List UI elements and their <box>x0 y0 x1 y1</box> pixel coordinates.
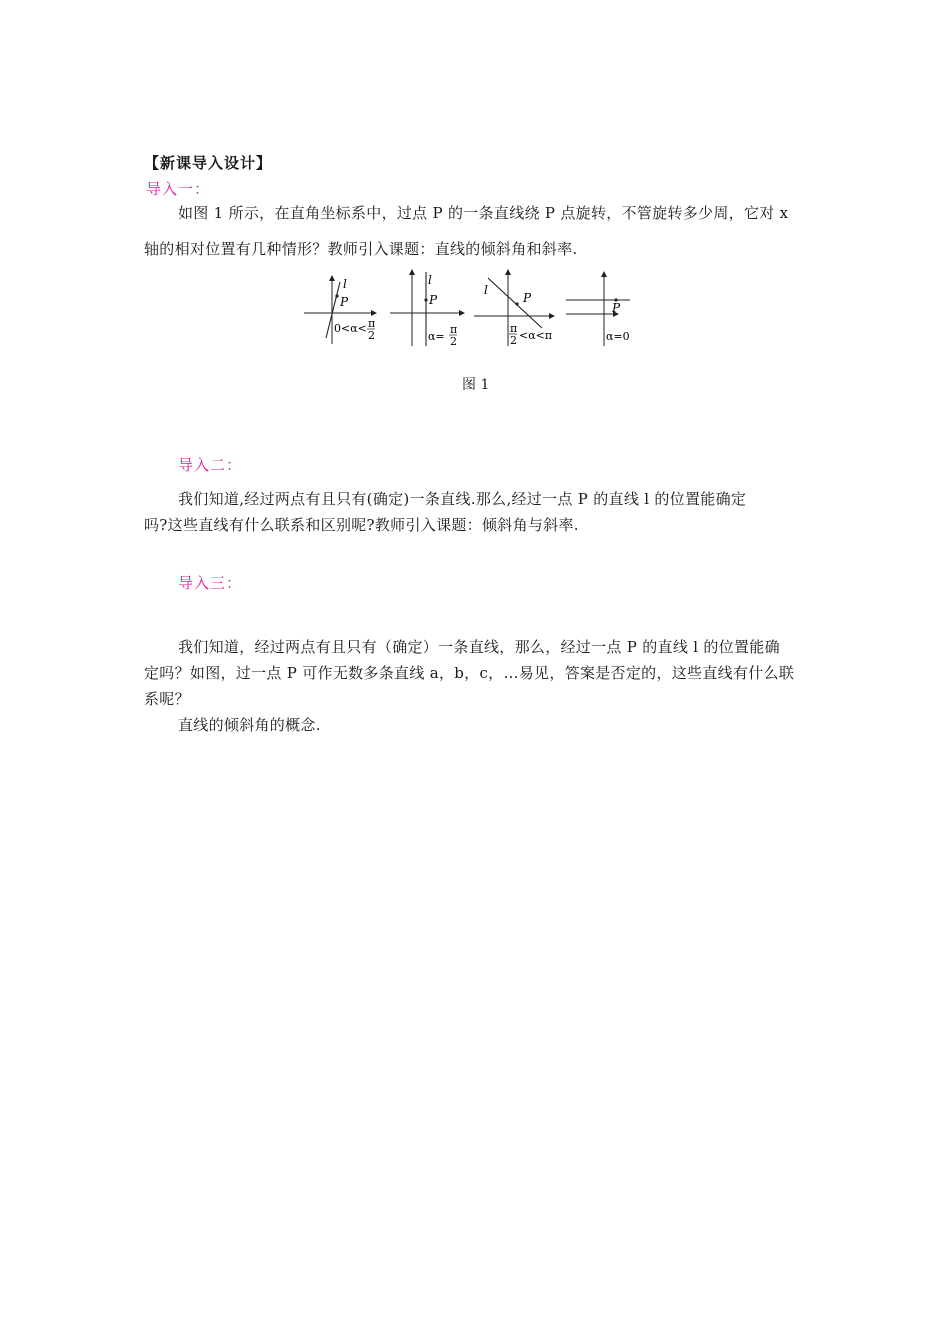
figure-caption: 图 1 <box>462 377 490 393</box>
intro-three-line-1: 我们知道，经过两点有且只有（确定）一条直线，那么，经过一点 P 的直线 l 的位置能确 <box>178 638 780 656</box>
pi-numerator: π <box>510 322 518 335</box>
panel-zero-angle <box>566 272 630 346</box>
intro-three-label: 导入三： <box>178 574 243 592</box>
panel-acute-angle <box>304 276 376 344</box>
inclination-angle-diagrams <box>300 266 630 354</box>
point-p <box>335 294 338 297</box>
point-label: P <box>429 293 438 307</box>
section-heading: 【新课导入设计】 <box>144 154 273 172</box>
panel-right-angle <box>390 270 464 348</box>
point-label: P <box>340 295 349 309</box>
point-label: P <box>523 291 532 305</box>
angle-condition: 0<α< <box>334 322 367 335</box>
intro-one-line-1: 如图 1 所示，在直角坐标系中，过点 P 的一条直线绕 P 点旋转，不管旋转多少周，它对 x <box>178 204 789 222</box>
intro-three-line-3: 系呢？ <box>144 690 190 708</box>
point-p <box>424 298 427 301</box>
point-label: P <box>612 301 621 315</box>
line-label: l <box>484 283 488 297</box>
angle-condition: α= <box>428 330 445 343</box>
line-label: l <box>343 277 347 291</box>
pi-denominator: 2 <box>510 334 517 347</box>
figure-1 <box>300 266 630 354</box>
point-p <box>515 302 518 305</box>
intro-one-label: 导入一： <box>146 180 211 198</box>
pi-denominator: 2 <box>450 335 457 348</box>
intro-two-line-1: 我们知道,经过两点有且只有(确定)一条直线.那么,经过一点 P 的直线 l 的位置能确定 <box>178 490 747 508</box>
angle-condition: <α<π <box>519 329 553 342</box>
pi-numerator: π <box>368 317 376 330</box>
pi-denominator: 2 <box>368 329 375 342</box>
line-label: l <box>428 273 432 287</box>
line-l <box>488 278 542 328</box>
intro-two-line-2: 吗?这些直线有什么联系和区别呢?教师引入课题：倾斜角与斜率. <box>144 516 579 534</box>
angle-condition: α=0 <box>606 330 630 343</box>
panel-obtuse-angle <box>474 270 554 347</box>
intro-two-label: 导入二： <box>178 456 243 474</box>
intro-three-line-4: 直线的倾斜角的概念. <box>178 716 321 734</box>
intro-one-line-2: 轴的相对位置有几种情形？教师引入课题：直线的倾斜角和斜率. <box>144 240 578 258</box>
pi-numerator: π <box>450 323 458 336</box>
intro-three-line-2: 定吗？如图，过一点 P 可作无数多条直线 a，b，c，…易见，答案是否定的，这些直线有什么联 <box>144 664 795 682</box>
